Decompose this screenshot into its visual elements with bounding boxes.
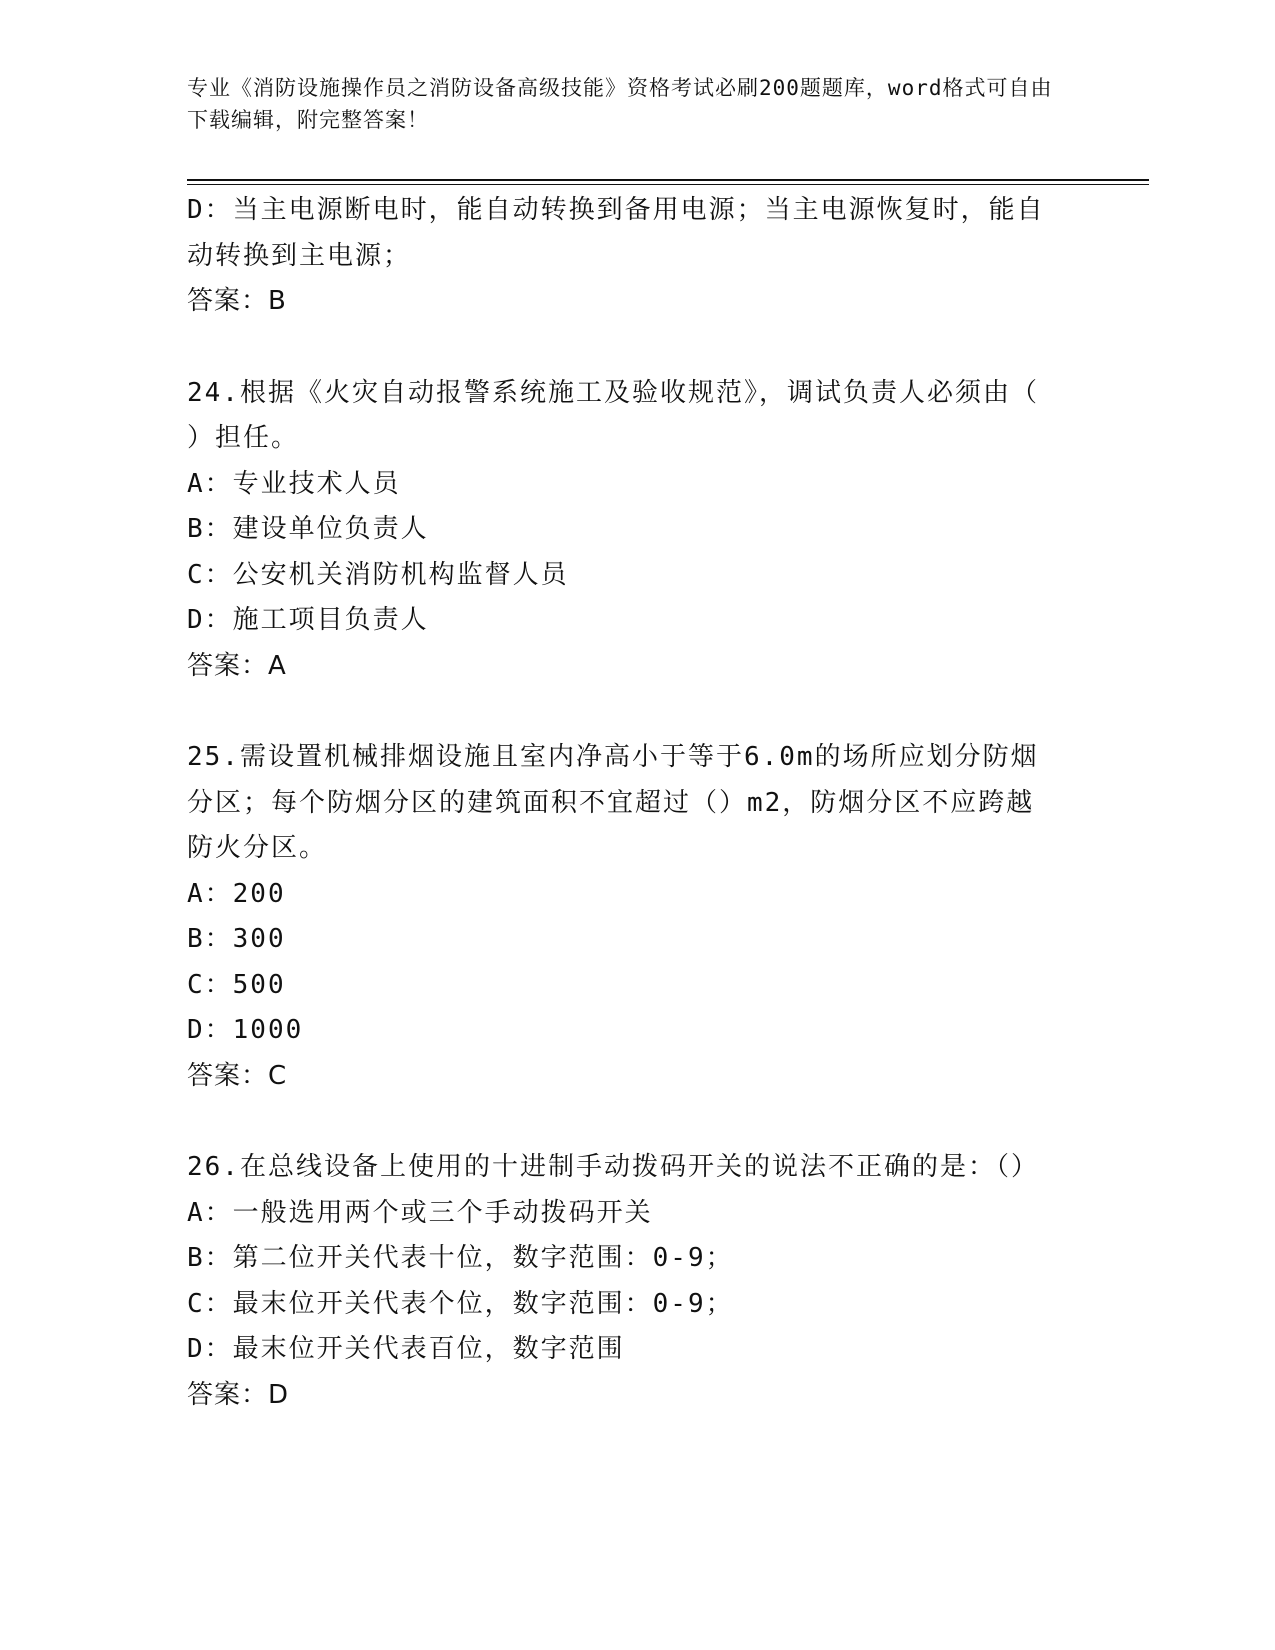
- question-stem-continuation: ）担任。: [187, 423, 300, 453]
- question-26: [187, 1145, 1087, 1418]
- option-a: A：200: [187, 878, 286, 909]
- answer: 答案：C: [187, 1060, 288, 1091]
- option-d: D：最末位开关代表百位，数字范围: [187, 1334, 625, 1364]
- option-d: D：1000: [187, 1015, 304, 1045]
- spacer: [187, 325, 1087, 371]
- option-d-continuation: 动转换到主电源；: [187, 240, 412, 271]
- question-stem: 25.需设置机械排烟设施且室内净高小于等于6.0m的场所应划分防烟: [187, 742, 1039, 772]
- page-header: 专业《消防设施操作员之消防设备高级技能》资格考试必刷200题题库，word格式可自由下载编辑，附完整答案！: [187, 76, 1053, 132]
- option-c: C：500: [187, 969, 286, 1000]
- question-stem: 26.在总线设备上使用的十进制手动拨码开关的说法不正确的是：（）: [187, 1152, 1039, 1182]
- question-stem: 24.根据《火灾自动报警系统施工及验收规范》，调试负责人必须由（: [187, 377, 1039, 408]
- option-b: B：建设单位负责人: [187, 514, 429, 544]
- answer: 答案：A: [187, 650, 287, 681]
- option-b: B：300: [187, 924, 286, 954]
- option-a: A：一般选用两个或三个手动拨码开关: [187, 1197, 653, 1228]
- option-b: B：第二位开关代表十位，数字范围：0-9；: [187, 1243, 734, 1273]
- answer: 答案：B: [187, 286, 287, 316]
- question-25: [187, 735, 1087, 1099]
- option-c: C：最末位开关代表个位，数字范围：0-9；: [187, 1288, 734, 1319]
- header-rule-thick: [187, 179, 1149, 181]
- spacer: [187, 689, 1087, 735]
- header-rule-thin: [187, 184, 1149, 185]
- answer: 答案：D: [187, 1379, 290, 1410]
- question-24: [187, 371, 1087, 690]
- question-stem-continuation: 分区；每个防烟分区的建筑面积不宜超过（）m2，防烟分区不应跨越: [187, 787, 1035, 818]
- option-d: D：施工项目负责人: [187, 605, 429, 635]
- previous-question-tail: [187, 188, 1087, 325]
- option-a: A：专业技术人员: [187, 468, 401, 499]
- question-content: [187, 188, 1087, 1418]
- option-c: C：公安机关消防机构监督人员: [187, 559, 569, 590]
- question-stem-continuation: 防火分区。: [187, 833, 328, 863]
- option-d: D：当主电源断电时，能自动转换到备用电源；当主电源恢复时，能自: [187, 195, 1045, 225]
- spacer: [187, 1099, 1087, 1145]
